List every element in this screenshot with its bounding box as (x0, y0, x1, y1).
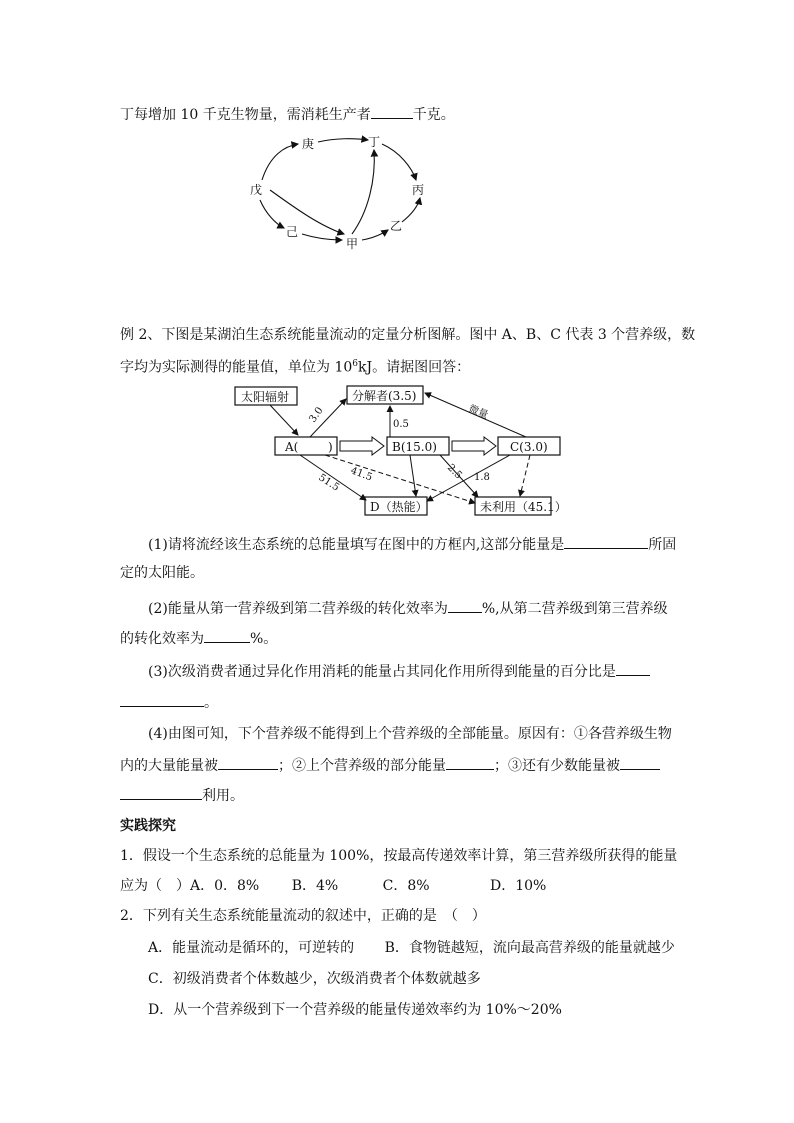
node-geng: 庚 (302, 137, 315, 151)
question-3-line2 (120, 691, 218, 713)
edge-wu-ji (260, 200, 284, 228)
value-b-to-d: 2.5 (444, 462, 464, 482)
q1-text: 丁每增加 10 千克生物量，需消耗生产者 (120, 107, 371, 123)
practice-2-option-b[interactable]: B．食物链越短，流向最高营养级的能量就越少 (384, 940, 675, 956)
question-4-text-e: 利用。 (202, 788, 244, 804)
practice-1-line1: 1．假设一个生态系统的总能量为 100%，按最高传递效率计算，第三营养级所获得的能量 (120, 848, 678, 864)
q1-line (120, 103, 455, 125)
example2-line1: 例 2、下图是某湖泊生态系统能量流动的定量分析图解。图中 A、B、C 代表 3 个营养级，数 (120, 327, 696, 343)
edge-ji-jia (302, 234, 342, 240)
practice-2-option-d[interactable]: D．从一个营养级到下一个营养级的能量传递效率约为 10%～20% (148, 1002, 562, 1018)
q1-unit: 千克。 (412, 107, 455, 123)
question-2-text-c: 的转化效率为 (120, 631, 204, 647)
question-2-blank-2[interactable] (204, 627, 250, 643)
q1-answer-blank[interactable] (371, 103, 413, 119)
question-4-line2 (120, 754, 660, 776)
label-C: C(3.0) (510, 440, 548, 454)
question-4-text-b: 内的大量能量被 (120, 758, 218, 774)
question-3-text: (3)次级消费者通过异化作用消耗的能量占其同化作用所得到能量的百分比是 (148, 664, 616, 680)
question-2-text-b: %,从第二营养级到第三营养级 (481, 601, 668, 617)
block-arrow-B-C (452, 437, 496, 455)
example2-exponent: 6 (352, 359, 358, 369)
question-1-blank[interactable] (564, 533, 648, 549)
energy-flow-diagram (230, 383, 570, 518)
edge-geng-ding (318, 139, 368, 142)
edge-jia-ding (352, 150, 374, 234)
label-B: B(15.0) (392, 440, 437, 454)
node-wu: 戊 (250, 183, 263, 197)
value-c-to-dec: 微量 (466, 403, 490, 422)
practice-1-line2 (120, 876, 546, 896)
label-A: A( (285, 440, 299, 454)
practice-heading: 实践探究 (120, 818, 176, 834)
question-1-line1 (148, 533, 676, 555)
block-arrow-A-B (340, 437, 384, 455)
question-4-text-d: ；③还有少数能量被 (494, 758, 620, 774)
question-1-line2: 定的太阳能。 (120, 565, 204, 581)
question-4-blank-3a[interactable] (620, 754, 660, 770)
question-1-text-b: 所固 (648, 537, 677, 553)
arrow-solar-A (270, 405, 298, 435)
value-a-to-unused: 41.5 (348, 465, 374, 484)
practice-1-option-c[interactable]: C．8% (382, 878, 430, 894)
question-4-line1: (4)由图可知，下个营养级不能得到上个营养级的全部能量。原因有：①各营养级生物 (148, 726, 672, 742)
value-b-to-dec: 0.5 (393, 419, 409, 430)
value-b-to-unused: 1.8 (474, 472, 490, 483)
edge-yi-bing (402, 198, 420, 222)
practice-1-option-d[interactable]: D．10% (490, 878, 547, 894)
node-ding: 丁 (368, 135, 381, 149)
question-4-text-c: ；②上个营养级的部分能量 (278, 758, 446, 774)
example2-line2 (120, 354, 470, 378)
value-a-to-d: 51.5 (316, 472, 342, 494)
question-4-blank-1[interactable] (218, 754, 278, 770)
question-3-line1 (148, 660, 650, 682)
question-3-blank-a[interactable] (616, 660, 650, 676)
arrow-C-D (427, 455, 510, 501)
question-3-text-b: 。 (204, 695, 218, 711)
example2-line2-b: kJ。请据图回答： (358, 359, 471, 376)
question-3-blank-b[interactable] (120, 691, 204, 707)
arrow-B-D (410, 455, 416, 496)
node-jia: 甲 (346, 237, 359, 250)
practice-2-line-ab (148, 938, 675, 958)
practice-1-option-b[interactable]: B．4% (291, 878, 339, 894)
edge-wu-geng (262, 144, 298, 180)
label-unused: 未利用（45.1） (480, 500, 567, 514)
label-solar: 太阳辐射 (241, 390, 290, 404)
practice-1-option-a[interactable]: 应为（ ）A．0．8% (120, 878, 260, 894)
question-4-blank-2[interactable] (446, 754, 494, 770)
edge-ding-bing (382, 144, 416, 180)
node-bing: 丙 (412, 183, 425, 197)
question-2-text-d: %。 (250, 631, 278, 647)
edge-jia-yi (362, 230, 388, 240)
question-2-blank-1[interactable] (448, 597, 482, 613)
node-ji: 己 (286, 225, 299, 239)
question-1-text: (1)请将流经该生态系统的总能量填写在图中的方框内,这部分能量是 (148, 537, 565, 553)
food-web-diagram (240, 130, 450, 250)
question-2-line1 (148, 597, 668, 619)
question-2-text: (2)能量从第一营养级到第二营养级的转化效率为 (148, 601, 448, 617)
node-yi: 乙 (390, 219, 403, 233)
practice-2-option-a[interactable]: A．能量流动是循环的，可逆转的 (148, 940, 355, 956)
practice-2-option-c[interactable]: C．初级消费者个体数越少，次级消费者个体数就越多 (148, 971, 481, 987)
edge-wu-jia (270, 190, 344, 234)
example2-line2-a: 字均为实际测得的能量值，单位为 10 (120, 359, 353, 376)
label-decomposer: 分解者(3.5) (352, 389, 417, 403)
arrow-C-unused (520, 455, 530, 496)
question-2-line2 (120, 627, 277, 649)
value-a-to-dec: 3.0 (307, 405, 326, 425)
question-4-line3 (120, 784, 244, 806)
label-A-close: ) (328, 440, 333, 454)
practice-2-stem: 2．下列有关生态系统能量流动的叙述中，正确的是 （ ） (120, 908, 486, 924)
question-4-blank-3b[interactable] (120, 784, 202, 800)
label-D: D（热能） (370, 500, 428, 514)
